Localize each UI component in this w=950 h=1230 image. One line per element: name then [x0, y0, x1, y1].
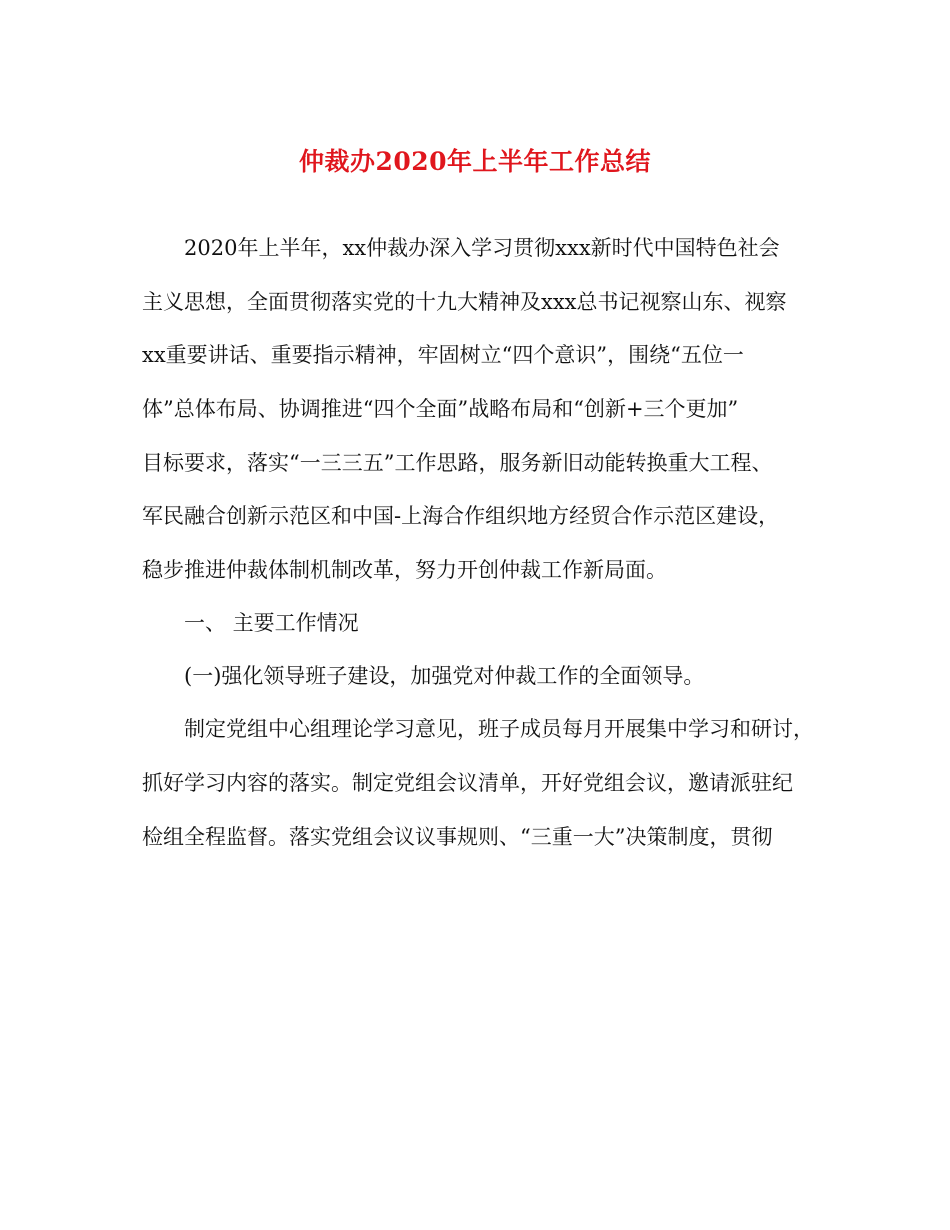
- paragraph-line: 检组全程监督。落实党组会议议事规则、“三重一大”决策制度，贯彻: [142, 824, 773, 849]
- document-body: [142, 228, 814, 870]
- paragraph-line: 目标要求，落实“一三三五”工作思路，服务新旧动能转换重大工程、: [142, 450, 773, 475]
- paragraph-line: 军民融合创新示范区和中国-上海合作组织地方经贸合作示范区建设，: [142, 504, 780, 529]
- section-heading: 一、 主要工作情况: [184, 611, 359, 636]
- paragraph-line: 主义思想，全面贯彻落实党的十九大精神及xxx总书记视察山东、视察: [142, 289, 787, 314]
- paragraph-line: 2020年上半年，xx仲裁办深入学习贯彻xxx新时代中国特色社会: [184, 236, 780, 260]
- paragraph-line: 体”总体布局、协调推进“四个全面”战略布局和“创新+三个更加”: [142, 397, 739, 422]
- document-title: 仲裁办2020年上半年工作总结: [298, 147, 652, 176]
- paragraph-line: 抓好学习内容的落实。制定党组会议清单，开好党组会议，邀请派驻纪: [142, 770, 793, 795]
- paragraph-line: xx重要讲话、重要指示精神，牢固树立“四个意识”，围绕“五位一: [142, 343, 744, 368]
- paragraph-line: 制定党组中心组理论学习意见，班子成员每月开展集中学习和研讨，: [184, 717, 814, 742]
- paragraph-line: 稳步推进仲裁体制机制改革，努力开创仲裁工作新局面。: [142, 558, 667, 583]
- subsection-heading: (一)强化领导班子建设，加强党对仲裁工作的全面领导。: [184, 664, 705, 689]
